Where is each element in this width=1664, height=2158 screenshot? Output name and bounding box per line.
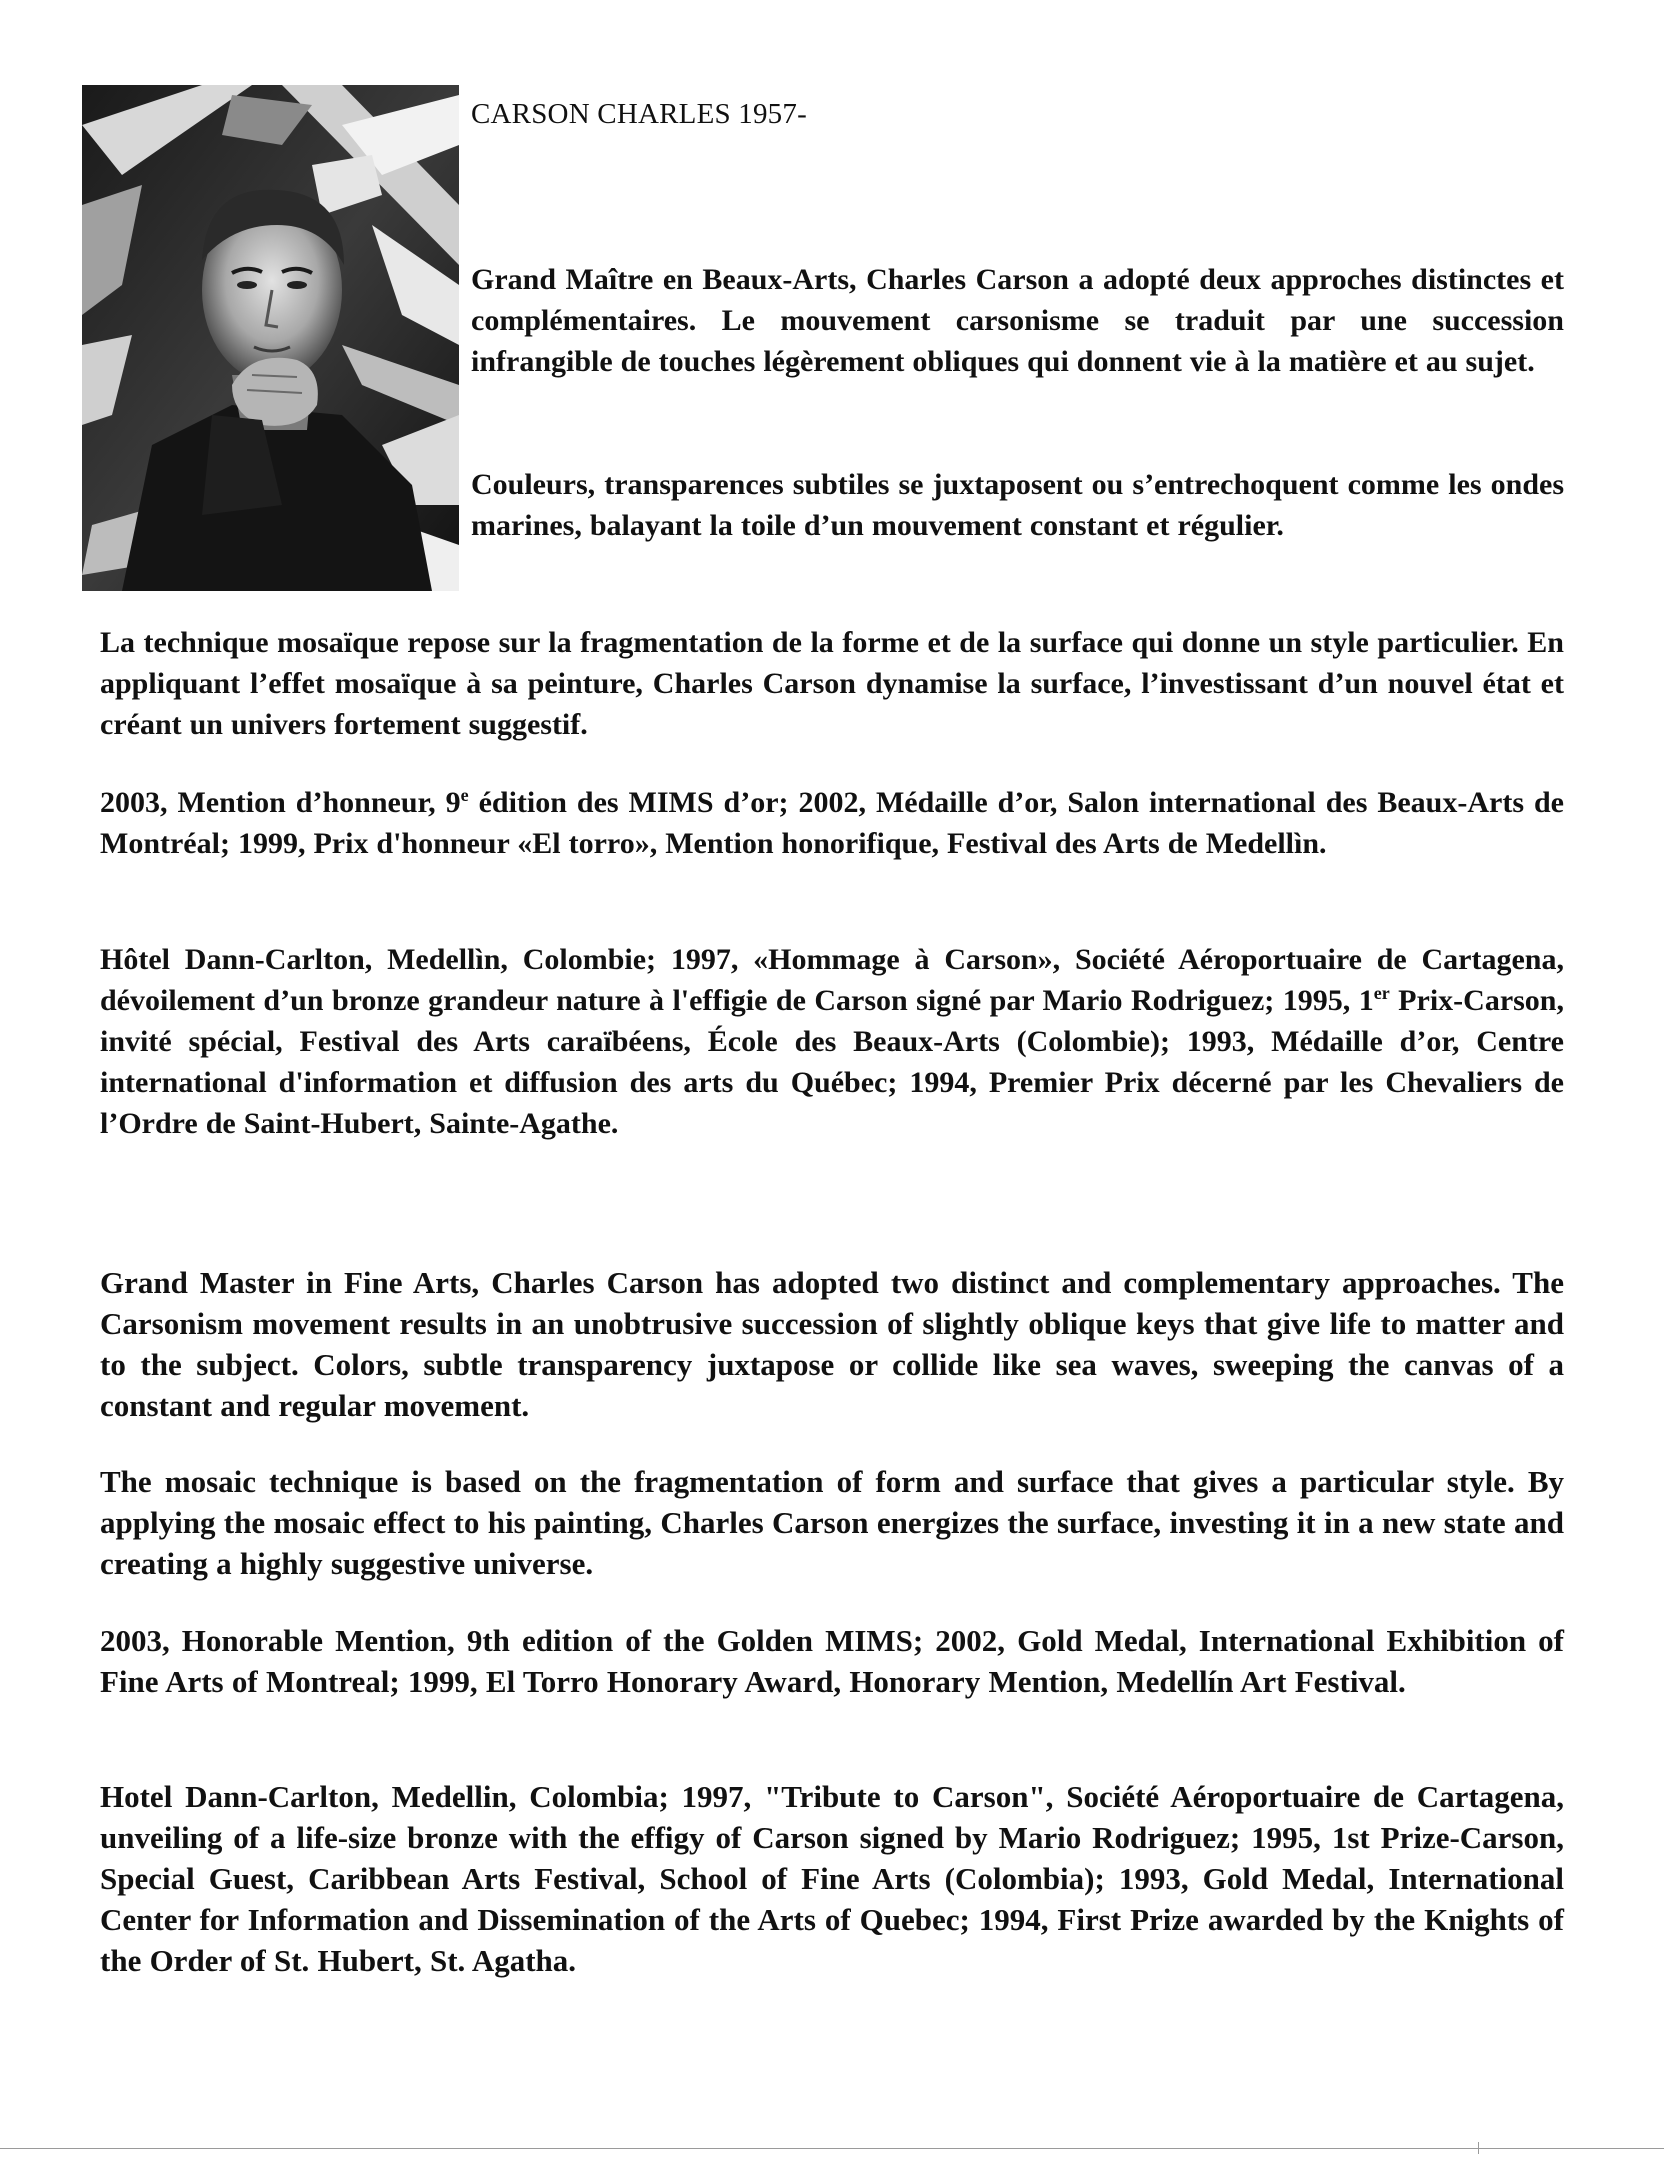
- fr-awards-superscript: e: [460, 785, 469, 805]
- en-paragraph-approaches: Grand Master in Fine Arts, Charles Carson has adopted two distinct and complementary approaches. The Carsonism movement results in an unobtrusive succession of slightly oblique keys that give life to matter and to the subject. Colors, subtle transparency juxtapose or collide like sea waves, sweeping the canvas of a constant and regular movement.: [100, 1265, 1564, 1423]
- fr-paragraph-colors: Couleurs, transparences subtiles se juxtaposent ou s’entrechoquent comme les ondes marines, balayant la toile d’un mouvement constant et régulier.: [471, 468, 1564, 542]
- portrait-image: [82, 85, 459, 591]
- bottom-rule: [0, 2148, 1664, 2149]
- fr-paragraph-approaches: Grand Maître en Beaux-Arts, Charles Carson a adopté deux approches distinctes et complémentaires. Le mouvement carsonisme se traduit par une succession infrangible de touches légèrement obliques qui donnent vie à la matière et au sujet.: [471, 263, 1564, 378]
- fr-paragraph-honors: [100, 939, 1564, 1144]
- en-paragraph-mosaic: The mosaic technique is based on the fragmentation of form and surface that gives a particular style. By applying the mosaic effect to his painting, Charles Carson energizes the surface, investing it in a new state and creating a highly suggestive universe.: [100, 1464, 1564, 1581]
- fr-honors-superscript: er: [1373, 983, 1390, 1003]
- en-paragraph-awards: 2003, Honorable Mention, 9th edition of the Golden MIMS; 2002, Gold Medal, International Exhibition of Fine Arts of Montreal; 1999, El Torro Honorary Award, Honorary Mention, Medellín Art Festival.: [100, 1623, 1564, 1699]
- fr-awards-text-a: 2003, Mention d’honneur, 9: [100, 786, 461, 819]
- fr-honors-text-a: Hôtel Dann-Carlton, Medellìn, Colombie; 1997, «Hommage à Carson», Société Aéroportuaire de Cartagena, dévoilement d’un bronze grandeur nature à l'effigie de Carson signé par Mario Rodriguez; 1995, 1: [100, 943, 1564, 1017]
- fr-honors-text-b: Prix-Carson, invité spécial, Festival des Arts caraïbéens, École des Beaux-Arts (Colombie); 1993, Médaille d’or, Centre international d'information et diffusion des arts du Québec; 1994, Premier Prix décerné par les Chevaliers de l’Ordre de Saint-Hubert, Sainte-Agathe.: [100, 984, 1564, 1140]
- fr-paragraph-mosaic: La technique mosaïque repose sur la fragmentation de la forme et de la surface qui donne un style particulier. En appliquant l’effet mosaïque à sa peinture, Charles Carson dynamise la surface, l’investissant d’un nouvel état et créant un univers fortement suggestif.: [100, 626, 1564, 741]
- bottom-tick-mark: [1478, 2142, 1479, 2154]
- fr-awards-text-b: édition des MIMS d’or; 2002, Médaille d’or, Salon international des Beaux-Arts de Montréal; 1999, Prix d'honneur «El torro», Mention honorifique, Festival des Arts de Medellìn.: [100, 786, 1564, 860]
- page-title: CARSON CHARLES 1957-: [471, 98, 807, 130]
- en-paragraph-honors: Hotel Dann-Carlton, Medellin, Colombia; 1997, "Tribute to Carson", Société Aéroportuaire de Cartagena, unveiling of a life-size bronze with the effigy of Carson signed by Mario Rodriguez; 1995, 1st Prize-Carson, Special Guest, Caribbean Arts Festival, School of Fine Arts (Colombia); 1993, Gold Medal, International Center for Information and Dissemination of the Arts of Quebec; 1994, First Prize awarded by the Knights of the Order of St. Hubert, St. Agatha.: [100, 1779, 1564, 1978]
- fr-paragraph-awards: [100, 782, 1564, 864]
- portrait-photo: [82, 85, 459, 591]
